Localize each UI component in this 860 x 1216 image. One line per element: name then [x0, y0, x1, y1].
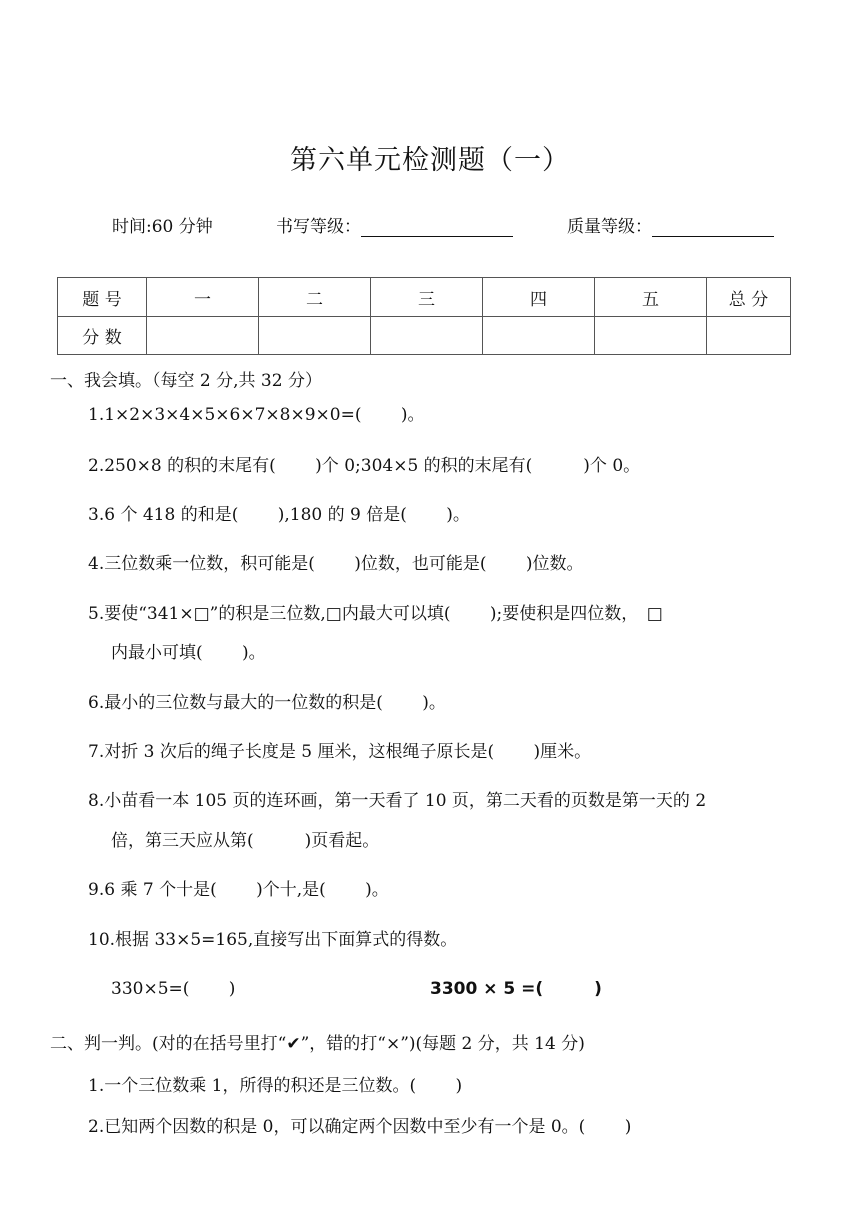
header-cell: 三 [371, 278, 483, 317]
question-1-4: 4.三位数乘一位数，积可能是( )位数，也可能是( )位数。 [88, 554, 584, 574]
question-1-8: 8.小苗看一本 105 页的连环画，第一天看了 10 页，第二天看的页数是第一天的 2 [88, 791, 707, 811]
header-cell: 二 [259, 278, 371, 317]
section2-heading: 二、判一判。(对的在括号里打“✔”，错的打“×”)(每题 2 分，共 14 分) [50, 1034, 585, 1054]
header-cell: 四 [483, 278, 595, 317]
writing-grade-label: 书写等级： [276, 217, 361, 237]
question-1-10-calc-a: 330×5=( ) [111, 979, 236, 999]
question-2-2: 2.已知两个因数的积是 0，可以确定两个因数中至少有一个是 0。( ) [88, 1117, 632, 1137]
header-cell: 总 分 [707, 278, 791, 317]
page-title: 第六单元检测题（一） [290, 145, 570, 176]
question-1-10: 10.根据 33×5=165,直接写出下面算式的得数。 [88, 930, 458, 950]
header-cell: 一 [147, 278, 259, 317]
score-cell[interactable] [483, 317, 595, 355]
header-cell: 五 [595, 278, 707, 317]
score-table-header-row [58, 278, 791, 317]
question-2-1: 1.一个三位数乘 1，所得的积还是三位数。( ) [88, 1076, 463, 1096]
writing-grade-blank[interactable] [361, 218, 513, 237]
question-1-5: 5.要使“341×□”的积是三位数,□内最大可以填( );要使积是四位数， □ [88, 604, 663, 624]
question-1-9: 9.6 乘 7 个十是( )个十,是( )。 [88, 880, 389, 900]
section1-heading: 一、我会填。（每空 2 分,共 32 分） [50, 371, 322, 391]
question-1-6: 6.最小的三位数与最大的一位数的积是( )。 [88, 693, 446, 713]
score-cell[interactable] [595, 317, 707, 355]
score-cell[interactable] [707, 317, 791, 355]
quality-grade-label: 质量等级： [567, 217, 652, 237]
score-table-score-row [58, 317, 791, 355]
score-row-label: 分 数 [58, 317, 147, 355]
question-1-8-cont: 倍，第三天应从第( )页看起。 [111, 831, 380, 851]
writing-grade [276, 212, 513, 237]
quality-grade [567, 212, 774, 237]
score-cell[interactable] [147, 317, 259, 355]
question-1-10-calc-b: 3300 × 5 =( ) [430, 979, 602, 999]
question-1-3: 3.6 个 418 的和是( ),180 的 9 倍是( )。 [88, 505, 470, 525]
question-1-2: 2.250×8 的积的末尾有( )个 0;304×5 的积的末尾有( )个 0。 [88, 456, 641, 476]
time-label: 时间:60 分钟 [112, 217, 213, 237]
score-table [57, 277, 791, 355]
question-1-1: 1.1×2×3×4×5×6×7×8×9×0=( )。 [88, 405, 425, 425]
header-cell: 题 号 [58, 278, 147, 317]
question-1-7: 7.对折 3 次后的绳子长度是 5 厘米，这根绳子原长是( )厘米。 [88, 742, 592, 762]
score-cell[interactable] [259, 317, 371, 355]
quality-grade-blank[interactable] [652, 218, 774, 237]
question-1-5-cont: 内最小可填( )。 [111, 643, 266, 663]
score-cell[interactable] [371, 317, 483, 355]
